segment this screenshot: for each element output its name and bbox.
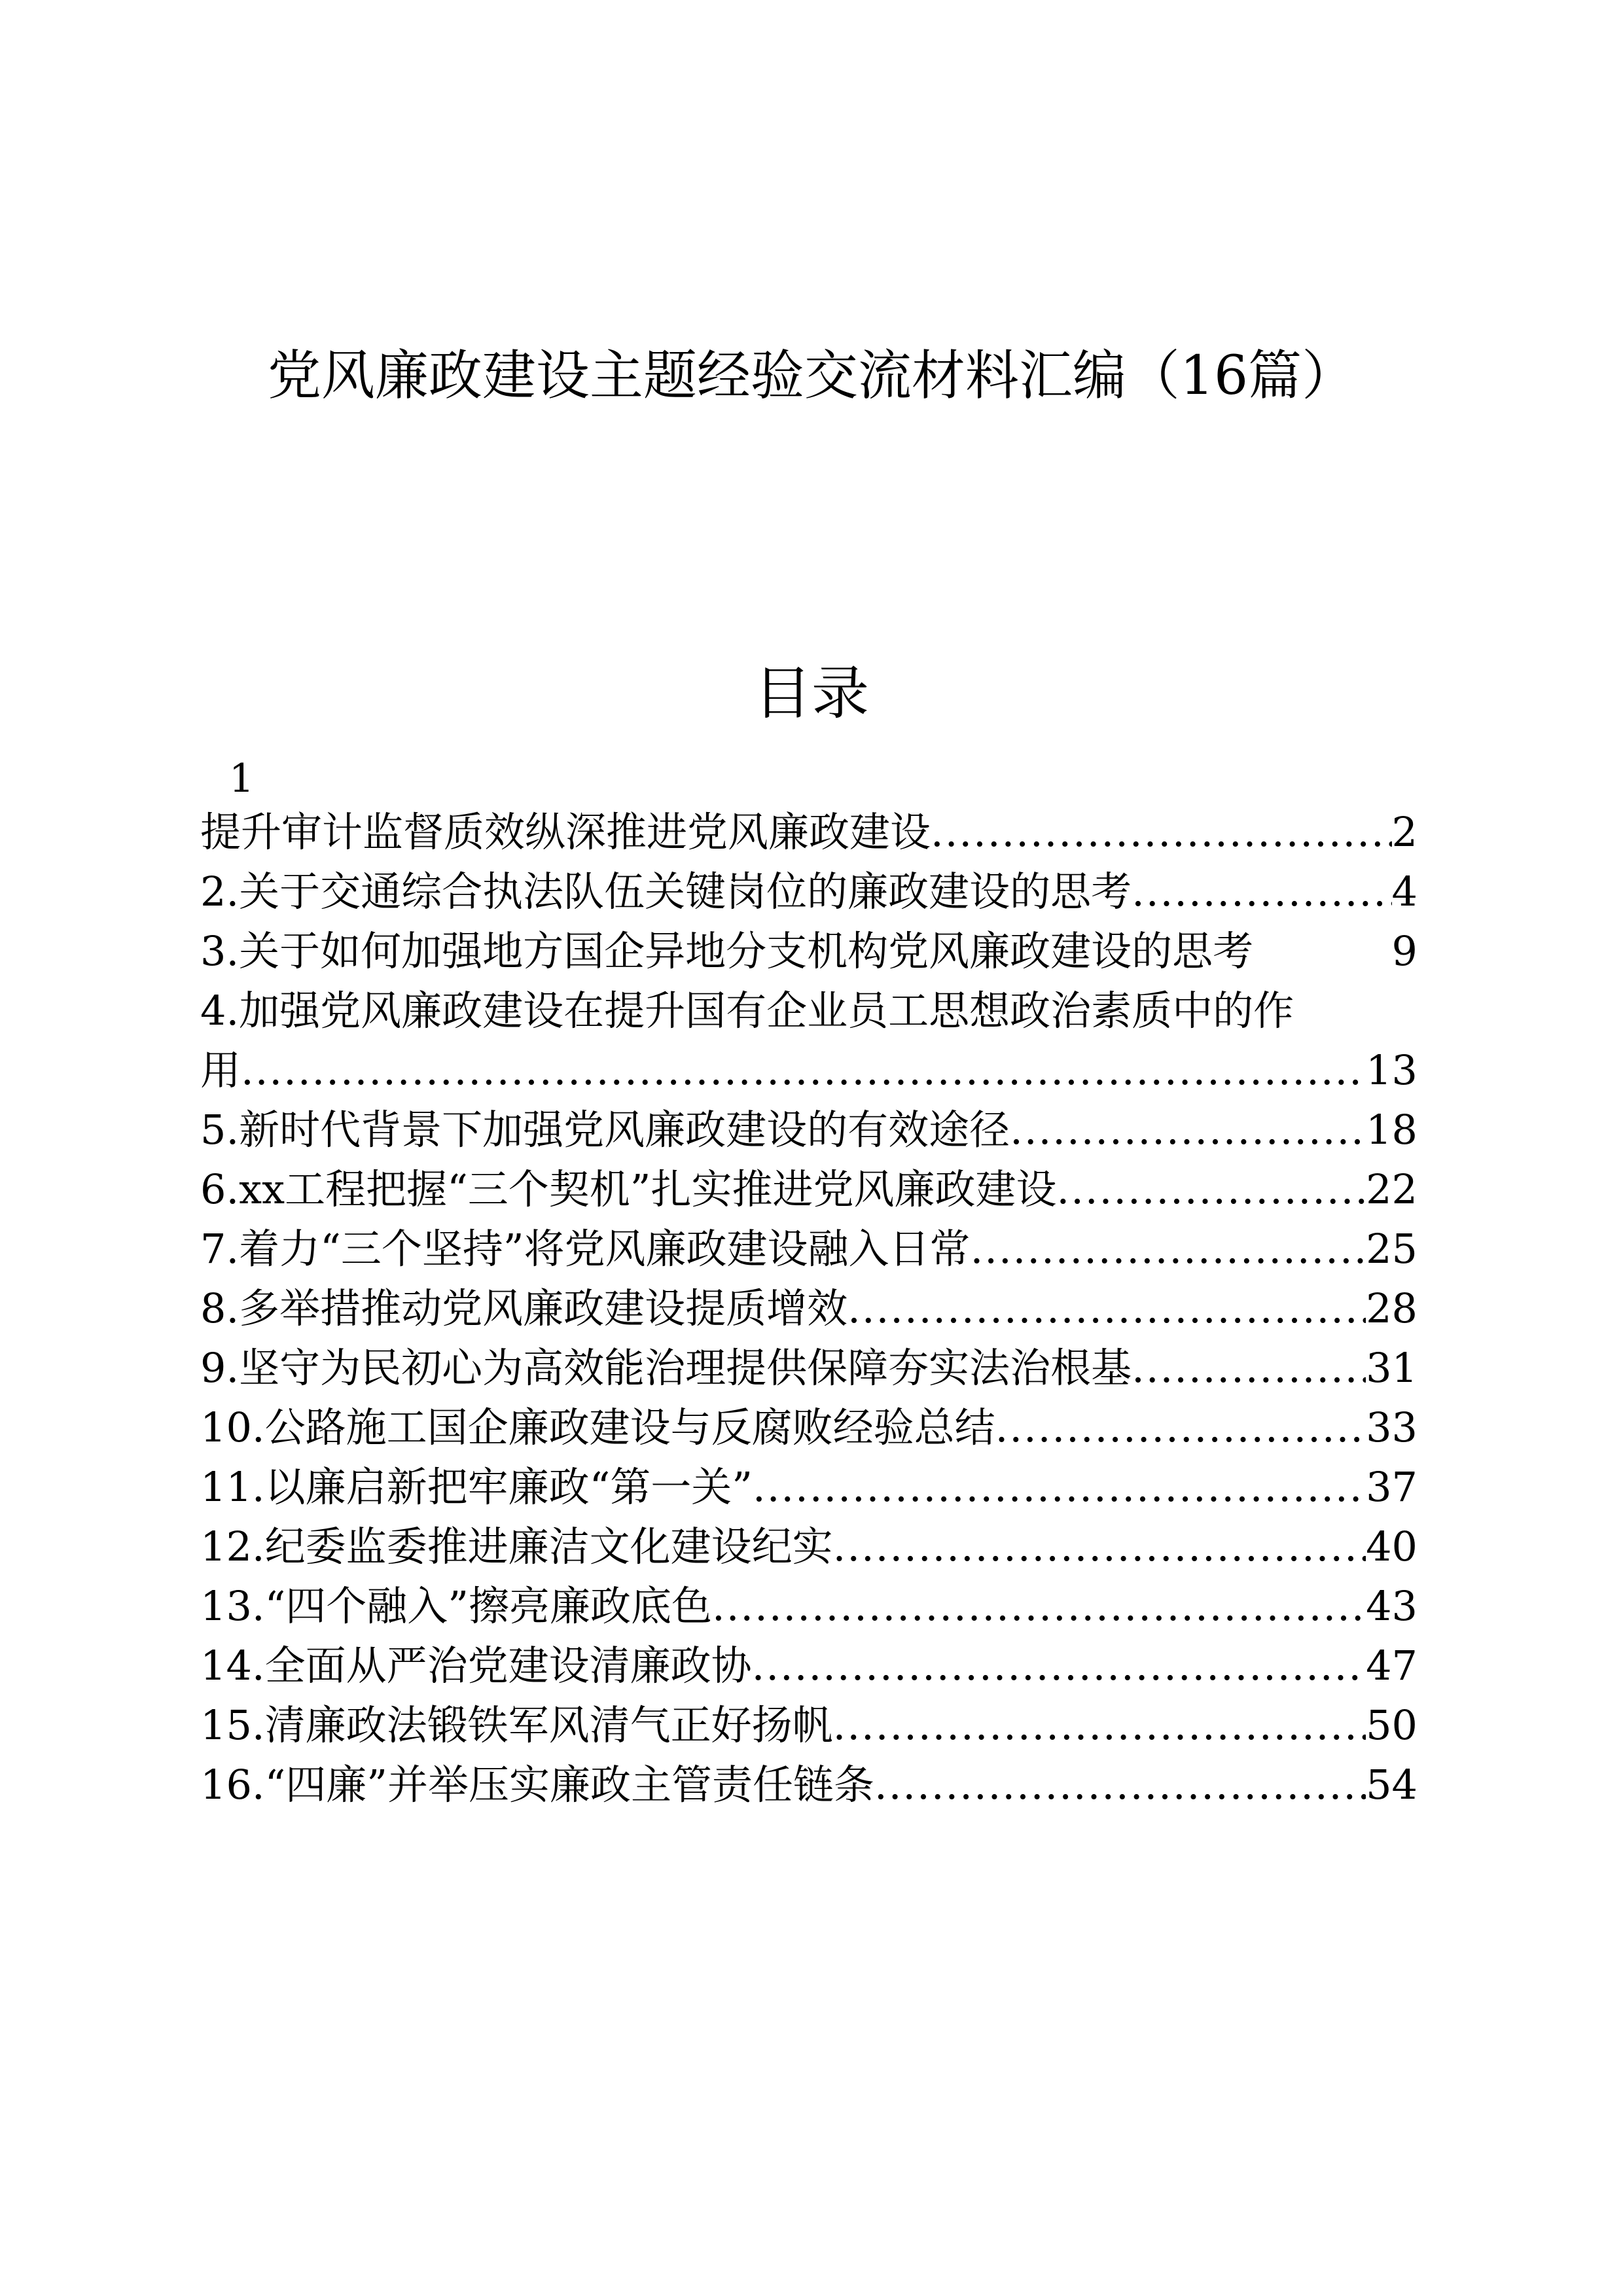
toc-entry-page: 33 [1366, 1404, 1418, 1451]
toc-leader-dots [1132, 1338, 1366, 1398]
toc-entry-page: 13 [1366, 1046, 1418, 1094]
toc-entry-title: 提升审计监督质效纵深推进党风廉政建设 [200, 808, 931, 856]
toc-entry-page: 37 [1366, 1463, 1418, 1511]
toc-entry-title: 16.“四廉”并举压实廉政主管责任链条 [200, 1761, 874, 1809]
toc-leader-dots [752, 1636, 1366, 1695]
toc-entry[interactable] [200, 1636, 1418, 1695]
toc-leader-dots [833, 1695, 1366, 1755]
toc-leader-dots [833, 1517, 1366, 1576]
toc-leader-dots [753, 1457, 1366, 1517]
table-of-contents [200, 747, 1418, 1814]
toc-entry[interactable] [200, 1517, 1418, 1576]
toc-entry-title: 15.清廉政法锻铁军风清气正好扬帆 [200, 1701, 833, 1749]
toc-entry[interactable] [200, 1576, 1418, 1636]
toc-entry-title: 5.新时代背景下加强党风廉政建设的有效途径 [200, 1106, 1010, 1154]
toc-entry[interactable] [200, 981, 1418, 1100]
toc-leader-dots [241, 1040, 1366, 1100]
toc-entry-page: 2 [1391, 808, 1418, 856]
toc-leader-dots [1132, 862, 1391, 921]
toc-entry[interactable] [200, 1457, 1418, 1517]
toc-leader-dots [1010, 1100, 1366, 1159]
toc-entry-title-continued: 用 [200, 1046, 241, 1094]
toc-entry-page: 9 [1391, 927, 1418, 975]
toc-entry[interactable] [200, 1100, 1418, 1159]
toc-entry[interactable] [200, 1219, 1418, 1279]
toc-leader-dots [971, 1219, 1366, 1279]
toc-entry-title: 13.“四个融入”擦亮廉政底色 [200, 1582, 712, 1630]
toc-leader-dots [1056, 1159, 1366, 1219]
toc-leader-dots [995, 1398, 1366, 1457]
toc-entry-title: 14.全面从严治党建设清廉政协 [200, 1642, 752, 1689]
toc-entry-title: 9.坚守为民初心为高效能治理提供保障夯实法治根基 [200, 1344, 1132, 1392]
toc-entry-page: 43 [1366, 1582, 1418, 1630]
toc-entry-title: 7.着力“三个坚持”将党风廉政建设融入日常 [200, 1225, 971, 1273]
toc-entry-page: 25 [1366, 1225, 1418, 1273]
toc-entry-page: 28 [1366, 1284, 1418, 1332]
toc-first-number: 1 [229, 756, 255, 802]
toc-entry-title: 2.关于交通综合执法队伍关键岗位的廉政建设的思考 [200, 868, 1132, 915]
toc-entry-title: 8.多举措推动党风廉政建设提质增效 [200, 1284, 848, 1332]
toc-entry-page: 54 [1366, 1761, 1418, 1809]
toc-entry-title: 3.关于如何加强地方国企异地分支机构党风廉政建设的思考 [200, 927, 1254, 975]
toc-entry-page: 47 [1366, 1642, 1418, 1689]
toc-leader-dots [931, 802, 1392, 862]
toc-leader-dots [712, 1576, 1366, 1636]
toc-heading: 目录 [753, 660, 869, 727]
toc-entry-page: 18 [1366, 1106, 1418, 1154]
toc-entry-page: 4 [1391, 868, 1418, 915]
toc-entry[interactable] [200, 921, 1418, 981]
toc-entry[interactable] [200, 1398, 1418, 1457]
toc-entry[interactable] [200, 862, 1418, 921]
document-title: 党风廉政建设主题经验交流材料汇编（16篇） [267, 345, 1356, 407]
toc-entry-title: 10.公路施工国企廉政建设与反腐败经验总结 [200, 1404, 995, 1451]
toc-entry-title: 4.加强党风廉政建设在提升国有企业员工思想政治素质中的作 [200, 987, 1294, 1034]
toc-entry[interactable] [200, 1695, 1418, 1755]
toc-entry[interactable] [200, 1755, 1418, 1814]
toc-leader-dots [874, 1755, 1366, 1814]
toc-entry[interactable] [200, 1338, 1418, 1398]
toc-leader-dots [847, 1279, 1366, 1338]
toc-entry[interactable] [200, 802, 1418, 862]
toc-entry-page: 31 [1366, 1344, 1418, 1392]
toc-entry-page: 50 [1366, 1701, 1418, 1749]
toc-entry-page: 40 [1366, 1523, 1418, 1570]
toc-entry-title: 11.以廉启新把牢廉政“第一关” [200, 1463, 753, 1511]
toc-entry-title: 12.纪委监委推进廉洁文化建设纪实 [200, 1523, 833, 1570]
toc-entry[interactable] [200, 1159, 1418, 1219]
toc-entry-title: 6.xx工程把握“三个契机”扎实推进党风廉政建设 [200, 1165, 1057, 1213]
toc-entry-page: 22 [1366, 1165, 1418, 1213]
toc-entry[interactable] [200, 1279, 1418, 1338]
